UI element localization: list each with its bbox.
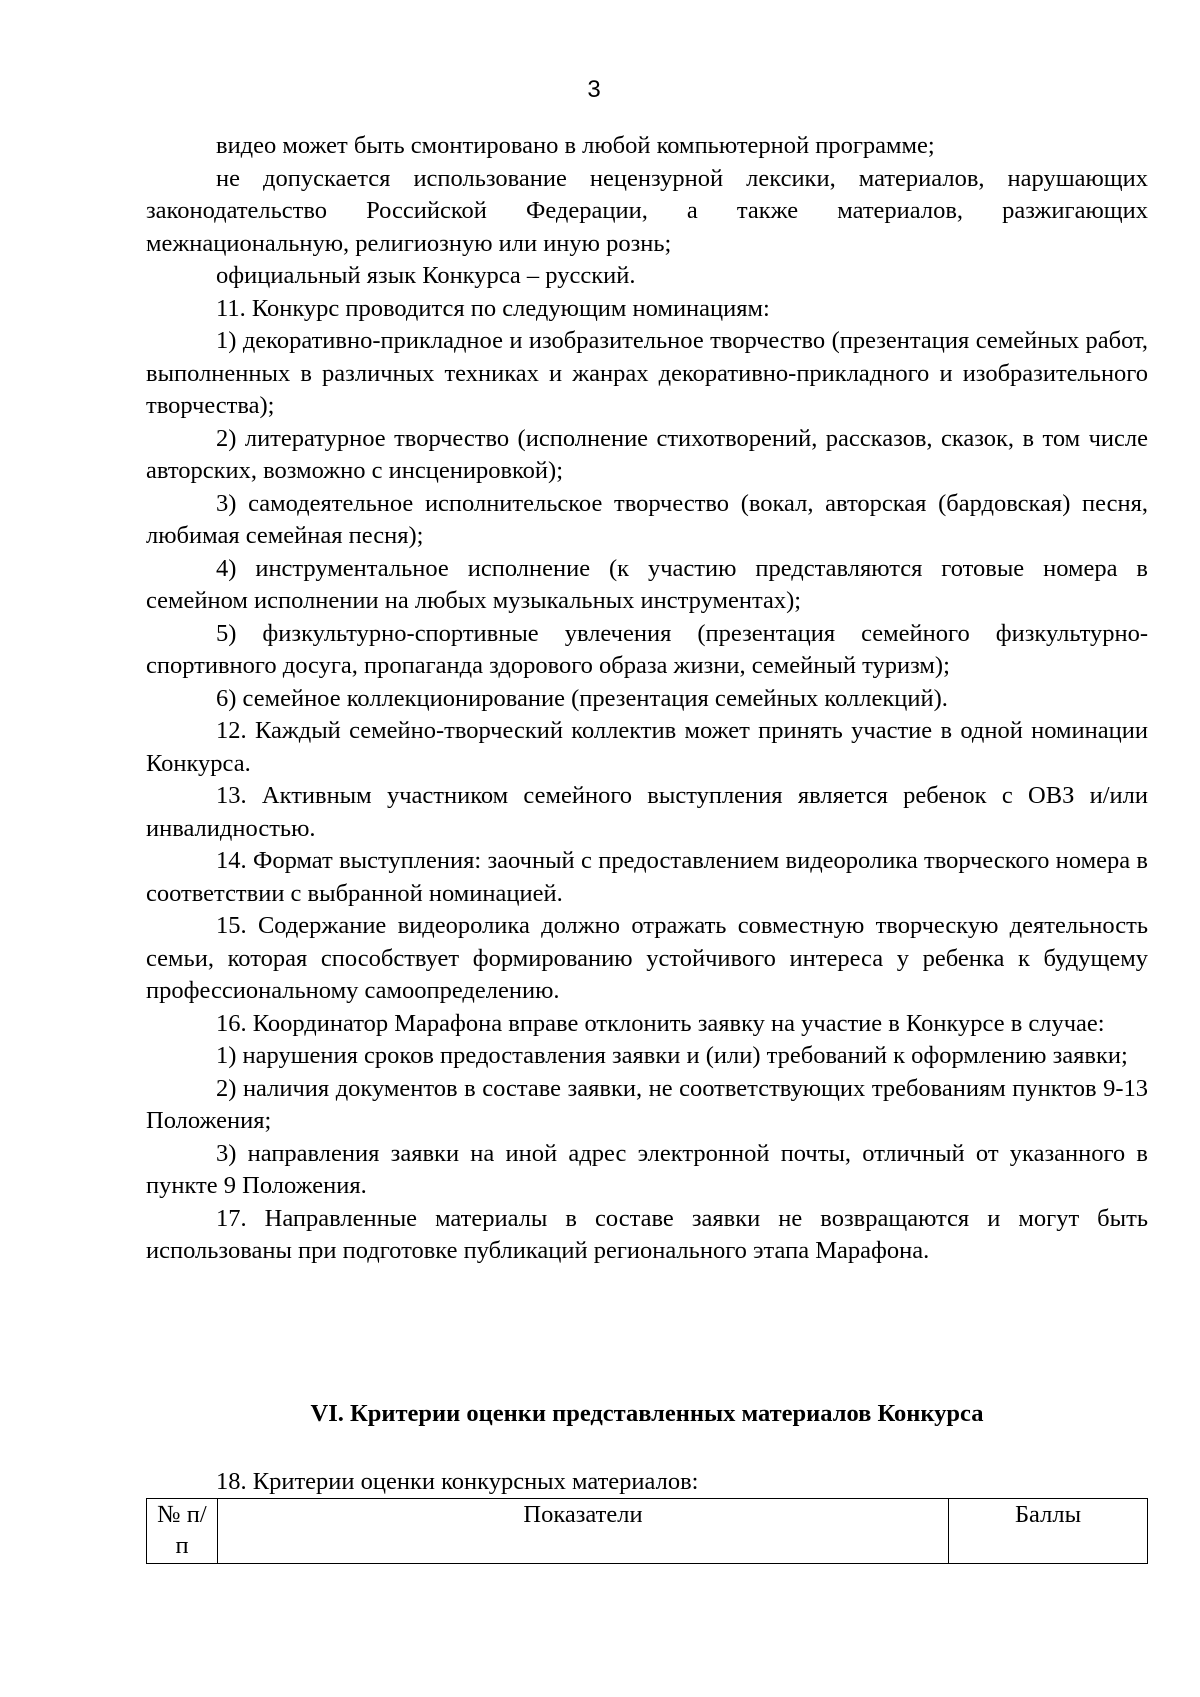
column-header-indicators: Показатели [218,1499,949,1564]
criteria-table [146,1498,1148,1564]
paragraph: 3) направления заявки на иной адрес электронной почты, отличный от указанного в пункте 9 Положения. [146,1139,1148,1199]
paragraph: 1) нарушения сроков предоставления заявки и (или) требований к оформлению заявки; [216,1042,1128,1069]
paragraph: 6) семейное коллекционирование (презентация семейных коллекций). [216,684,948,712]
paragraph: видео может быть смонтировано в любой компьютерной программе; [216,132,935,159]
table-intro: 18. Критерии оценки конкурсных материалов: [216,1468,699,1495]
paragraph: 14. Формат выступления: заочный с предоставлением видеоролика творческого номера в соответствии с выбранной номинацией. [146,847,1148,907]
body-text [146,130,1148,1268]
paragraph: 4) инструментальное исполнение (к участию представляются готовые номера в семейном исполнении на любых музыкальных инструментах); [146,554,1148,614]
paragraph: 11. Конкурс проводится по следующим номинациям: [216,294,770,322]
paragraph: 17. Направленные материалы в составе заявки не возвращаются и могут быть использованы при подготовке публикаций регионального этапа Марафона. [146,1204,1148,1264]
paragraph: 1) декоративно-прикладное и изобразительное творчество (презентация семейных работ, выполненных в различных техниках и жанрах декоративно-прикладного и изобразительного творчества); [146,327,1148,419]
column-header-points: Баллы [949,1499,1148,1564]
paragraph: 15. Содержание видеоролика должно отражать совместную творческую деятельность семьи, которая способствует формированию устойчивого интереса у ребенка к будущему профессиональному самоопределению. [146,912,1148,1004]
paragraph: 16. Координатор Марафона вправе отклонить заявку на участие в Конкурсе в случае: [216,1009,1105,1037]
paragraph: 2) литературное творчество (исполнение стихотворений, рассказов, сказок, в том числе авторских, возможно с инсценировкой); [146,424,1148,484]
page-number: 3 [587,76,601,103]
column-header-number: № п/п [147,1499,218,1564]
paragraph: 3) самодеятельное исполнительское творчество (вокал, авторская (бардовская) песня, любимая семейная песня); [146,489,1148,549]
paragraph: не допускается использование нецензурной лексики, материалов, нарушающих законодательство Российской Федерации, а также материалов, разжигающих межнациональную, религиозную или иную рознь; [146,164,1148,257]
paragraph: 2) наличия документов в составе заявки, не соответствующих требованиям пунктов 9-13 Положения; [146,1074,1148,1134]
paragraph: 5) физкультурно-спортивные увлечения (презентация семейного физкультурно-спортивного досуга, пропаганда здорового образа жизни, семейный туризм); [146,619,1148,679]
table-header-row [147,1499,1148,1564]
paragraph: 12. Каждый семейно-творческий коллектив может принять участие в одной номинации Конкурса. [146,717,1148,777]
paragraph: 13. Активным участником семейного выступления является ребенок с ОВЗ и/или инвалидностью. [146,782,1148,842]
section-heading: VI. Критерии оценки представленных материалов Конкурса [310,1400,984,1427]
paragraph: официальный язык Конкурса – русский. [216,262,636,289]
